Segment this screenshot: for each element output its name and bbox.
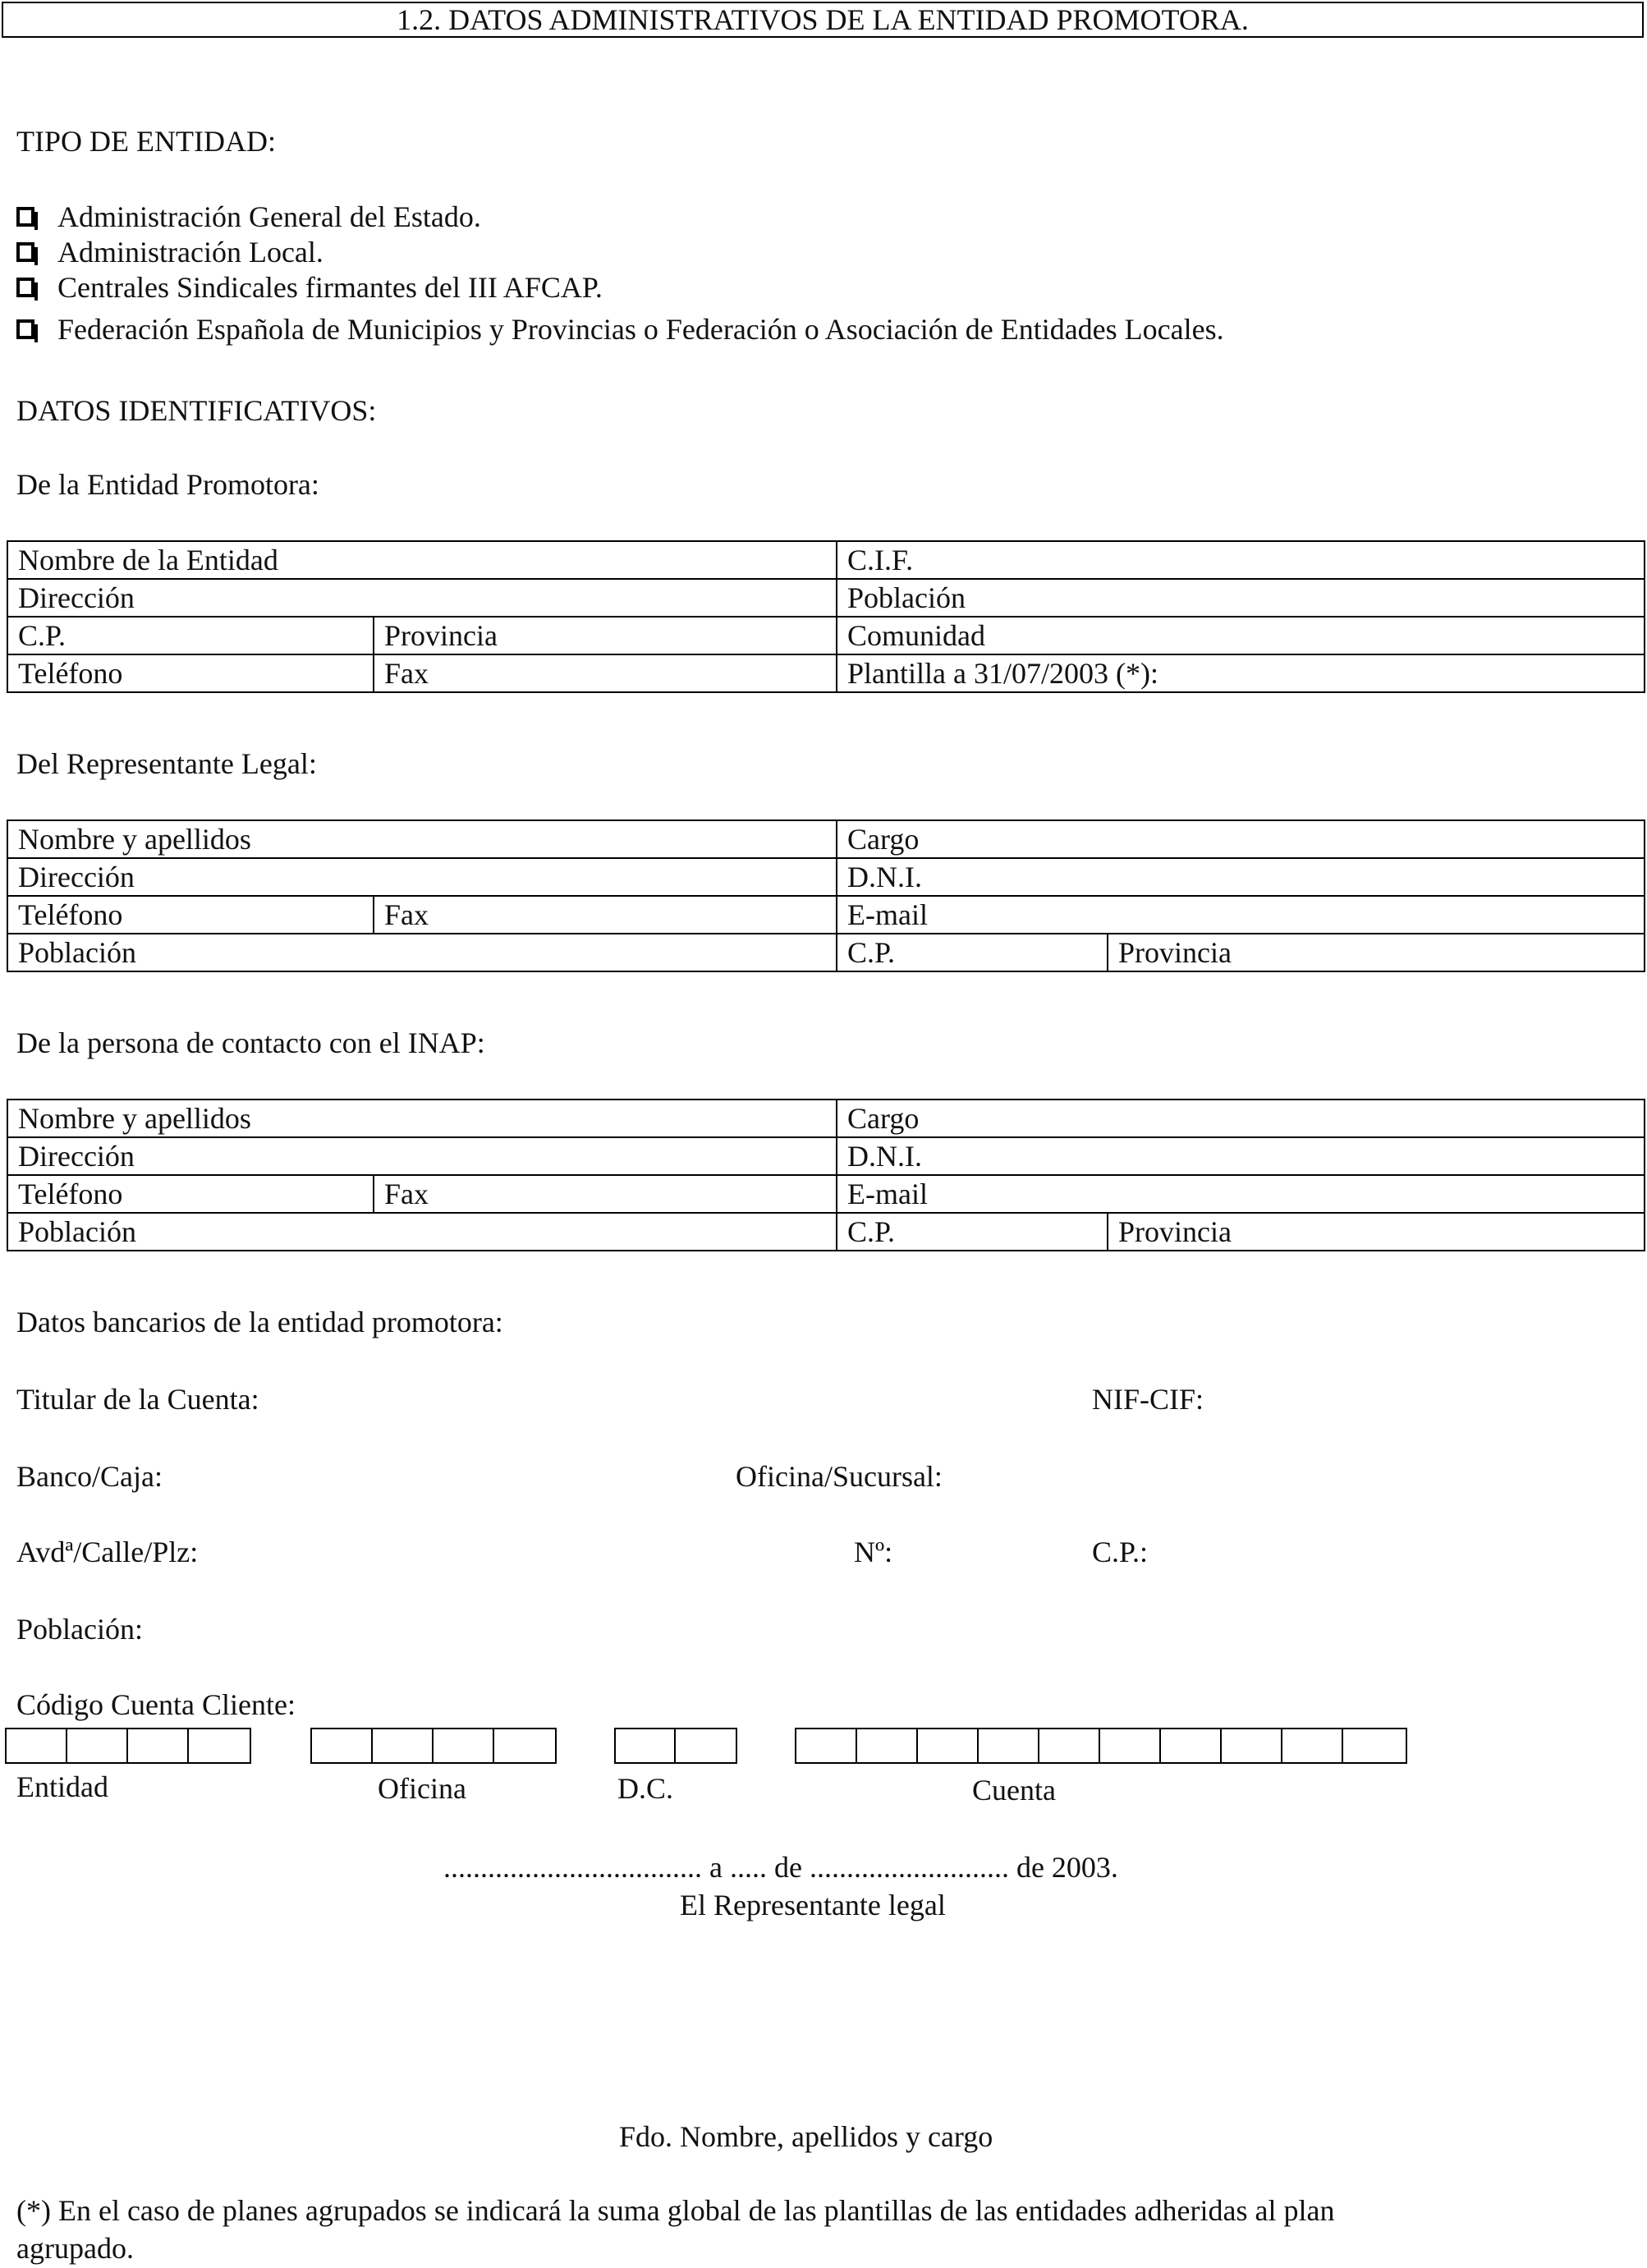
contacto-fax-field[interactable]: Fax <box>374 1175 837 1213</box>
datos-identificativos-heading: DATOS IDENTIFICATIVOS: <box>16 394 377 427</box>
firma-fecha: ................................... a ..... de ........................... de 2003. <box>443 1851 1118 1884</box>
checkbox-femp[interactable] <box>16 319 34 339</box>
entidad-cp-field[interactable]: C.P. <box>7 617 374 654</box>
cp-label: C.P.: <box>1092 1536 1149 1568</box>
entidad-heading: De la Entidad Promotora: <box>16 468 319 501</box>
digit-box[interactable] <box>1039 1729 1100 1762</box>
rep-cargo-field[interactable]: Cargo <box>837 820 1645 858</box>
option-sindicales[interactable] <box>16 271 603 304</box>
contacto-nombre-field[interactable]: Nombre y apellidos <box>7 1100 837 1137</box>
section-title <box>2 2 1644 38</box>
checkbox-local[interactable] <box>16 242 34 262</box>
numero-label: Nº: <box>854 1536 893 1568</box>
rep-dni-field[interactable]: D.N.I. <box>837 858 1645 896</box>
contacto-poblacion-field[interactable]: Población <box>7 1213 837 1251</box>
rep-cp-field[interactable]: C.P. <box>837 934 1108 971</box>
entidad-poblacion-field[interactable]: Población <box>837 579 1645 617</box>
digit-box[interactable] <box>312 1729 373 1762</box>
entidad-fax-field[interactable]: Fax <box>374 654 837 692</box>
contacto-cp-field[interactable]: C.P. <box>837 1213 1108 1251</box>
digit-box[interactable] <box>1282 1729 1343 1762</box>
tipo-entidad-heading: TIPO DE ENTIDAD: <box>16 125 276 158</box>
contacto-table <box>7 1099 1645 1251</box>
rep-fax-field[interactable]: Fax <box>374 896 837 934</box>
digit-box[interactable] <box>918 1729 979 1762</box>
contacto-direccion-field[interactable]: Dirección <box>7 1137 837 1175</box>
entidad-nombre-field[interactable]: Nombre de la Entidad <box>7 541 837 579</box>
rep-direccion-field[interactable]: Dirección <box>7 858 837 896</box>
entidad-plantilla-field[interactable]: Plantilla a 31/07/2003 (*): <box>837 654 1645 692</box>
ccc-cuenta-boxes[interactable] <box>795 1728 1407 1764</box>
titular-label: Titular de la Cuenta: <box>16 1383 259 1416</box>
digit-box[interactable] <box>494 1729 555 1762</box>
entidad-telefono-field[interactable]: Teléfono <box>7 654 374 692</box>
bancarios-heading: Datos bancarios de la entidad promotora: <box>16 1306 503 1338</box>
contacto-dni-field[interactable]: D.N.I. <box>837 1137 1645 1175</box>
rep-nombre-field[interactable]: Nombre y apellidos <box>7 820 837 858</box>
ccc-entidad-label: Entidad <box>16 1770 108 1803</box>
option-sindicales-label: Centrales Sindicales firmantes del III AFCAP. <box>57 271 603 304</box>
firma-representante: El Representante legal <box>680 1889 946 1921</box>
rep-poblacion-field[interactable]: Población <box>7 934 837 971</box>
contacto-heading: De la persona de contacto con el INAP: <box>16 1026 485 1059</box>
ccc-dc-label: D.C. <box>617 1772 674 1805</box>
entidad-cif-field[interactable]: C.I.F. <box>837 541 1645 579</box>
entidad-direccion-field[interactable]: Dirección <box>7 579 837 617</box>
ccc-label: Código Cuenta Cliente: <box>16 1688 296 1721</box>
entidad-provincia-field[interactable]: Provincia <box>374 617 837 654</box>
oficina-sucursal-label: Oficina/Sucursal: <box>736 1460 943 1493</box>
digit-box[interactable] <box>189 1729 250 1762</box>
ccc-oficina-label: Oficina <box>378 1772 466 1805</box>
nif-label: NIF-CIF: <box>1092 1383 1204 1416</box>
digit-box[interactable] <box>857 1729 918 1762</box>
digit-box[interactable] <box>7 1729 67 1762</box>
digit-box[interactable] <box>1100 1729 1161 1762</box>
nota-line2: agrupado. <box>16 2232 134 2265</box>
option-age[interactable] <box>16 200 481 233</box>
digit-box[interactable] <box>676 1729 736 1762</box>
digit-box[interactable] <box>1343 1729 1404 1762</box>
option-age-label: Administración General del Estado. <box>57 200 481 233</box>
digit-box[interactable] <box>979 1729 1039 1762</box>
contacto-telefono-field[interactable]: Teléfono <box>7 1175 374 1213</box>
rep-email-field[interactable]: E-mail <box>837 896 1645 934</box>
ccc-oficina-boxes[interactable] <box>310 1728 557 1764</box>
ccc-entidad-boxes[interactable] <box>5 1728 251 1764</box>
calle-label: Avdª/Calle/Plz: <box>16 1536 199 1568</box>
rep-telefono-field[interactable]: Teléfono <box>7 896 374 934</box>
digit-box[interactable] <box>434 1729 494 1762</box>
option-femp-label: Federación Española de Municipios y Provincias o Federación o Asociación de Entidades Locales. <box>57 313 1224 346</box>
rep-provincia-field[interactable]: Provincia <box>1108 934 1645 971</box>
digit-box[interactable] <box>796 1729 857 1762</box>
contacto-email-field[interactable]: E-mail <box>837 1175 1645 1213</box>
section-title-text: 1.2. DATOS ADMINISTRATIVOS DE LA ENTIDAD PROMOTORA. <box>397 3 1249 36</box>
digit-box[interactable] <box>1222 1729 1282 1762</box>
firma-fdo: Fdo. Nombre, apellidos y cargo <box>619 2120 993 2153</box>
option-femp[interactable] <box>16 313 1224 346</box>
ccc-dc-boxes[interactable] <box>614 1728 737 1764</box>
checkbox-sindicales[interactable] <box>16 278 34 297</box>
digit-box[interactable] <box>67 1729 128 1762</box>
entidad-table <box>7 540 1645 693</box>
digit-box[interactable] <box>616 1729 676 1762</box>
banco-label: Banco/Caja: <box>16 1460 163 1493</box>
contacto-provincia-field[interactable]: Provincia <box>1108 1213 1645 1251</box>
contacto-cargo-field[interactable]: Cargo <box>837 1100 1645 1137</box>
checkbox-age[interactable] <box>16 207 34 227</box>
digit-box[interactable] <box>373 1729 434 1762</box>
option-local-label: Administración Local. <box>57 236 323 269</box>
digit-box[interactable] <box>128 1729 189 1762</box>
entidad-comunidad-field[interactable]: Comunidad <box>837 617 1645 654</box>
ccc-cuenta-label: Cuenta <box>972 1774 1056 1807</box>
nota-line1: (*) En el caso de planes agrupados se indicará la suma global de las plantillas de las entidades adheridas al plan <box>16 2194 1335 2227</box>
poblacion-label: Población: <box>16 1613 143 1646</box>
representante-table <box>7 820 1645 972</box>
digit-box[interactable] <box>1161 1729 1222 1762</box>
representante-heading: Del Representante Legal: <box>16 747 317 780</box>
option-local[interactable] <box>16 236 323 269</box>
